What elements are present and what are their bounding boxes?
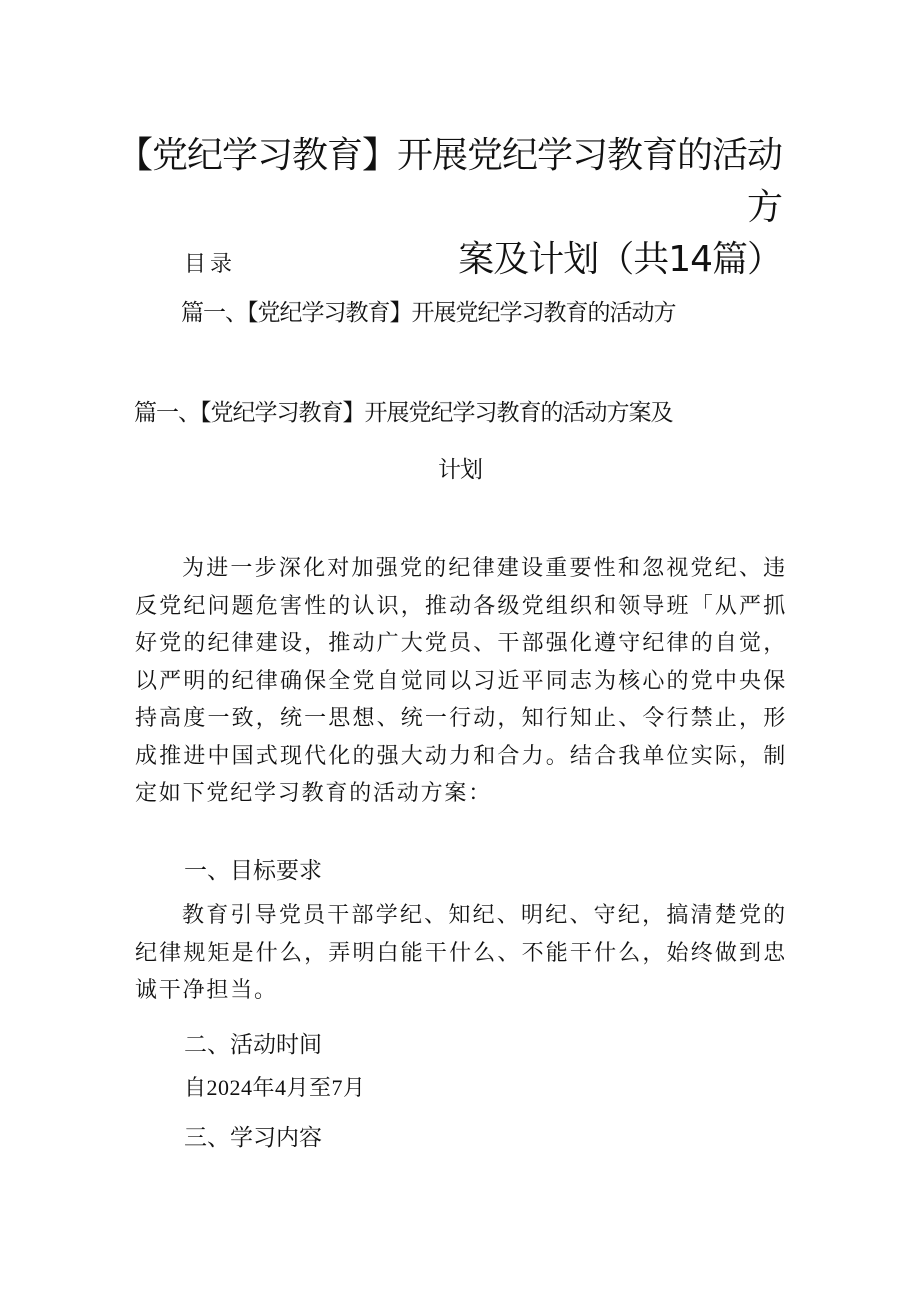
content-heading: 三、学习内容 xyxy=(184,1125,322,1151)
section-heading xyxy=(134,398,794,483)
time-heading: 二、活动时间 xyxy=(184,1032,322,1058)
intro-paragraph: 为进一步深化对加强党的纪律建设重要性和忽视党纪、违反党纪问题危害性的认识，推动各级党组织和领导班「从严抓好党的纪律建设，推动广大党员、干部强化遵守纪律的自觉，以严明的纪律确保全党自觉同以习近平同志为核心的党中央保持高度一致，统一思想、统一行动，知行知止、令行禁止，形成推进中国式现代化的强大动力和合力。结合我单位实际，制定如下党纪学习教育的活动方案： xyxy=(135,556,787,806)
document-title-line-1: 【党纪学习教育】开展党纪学习教育的活动方 xyxy=(116,135,782,228)
toc-label: 目录 xyxy=(184,252,237,277)
toc-entry-1[interactable]: 篇一、【党纪学习教育】开展党纪学习教育的活动方 xyxy=(181,300,676,326)
time-text: 自2024年4月至7月 xyxy=(184,1075,366,1100)
document-title-line-2: 案及计划（共14篇） xyxy=(458,239,782,280)
section-heading-line-1: 篇一、【党纪学习教育】开展党纪学习教育的活动方案及 xyxy=(134,400,673,426)
section-heading-line-2: 计划 xyxy=(438,457,482,483)
goal-paragraph: 教育引导党员干部学纪、知纪、明纪、守纪，搞清楚党的纪律规矩是什么，弄明白能干什么、不能干什么，始终做到忠诚干净担当。 xyxy=(135,903,787,1003)
goal-heading: 一、目标要求 xyxy=(184,858,322,884)
